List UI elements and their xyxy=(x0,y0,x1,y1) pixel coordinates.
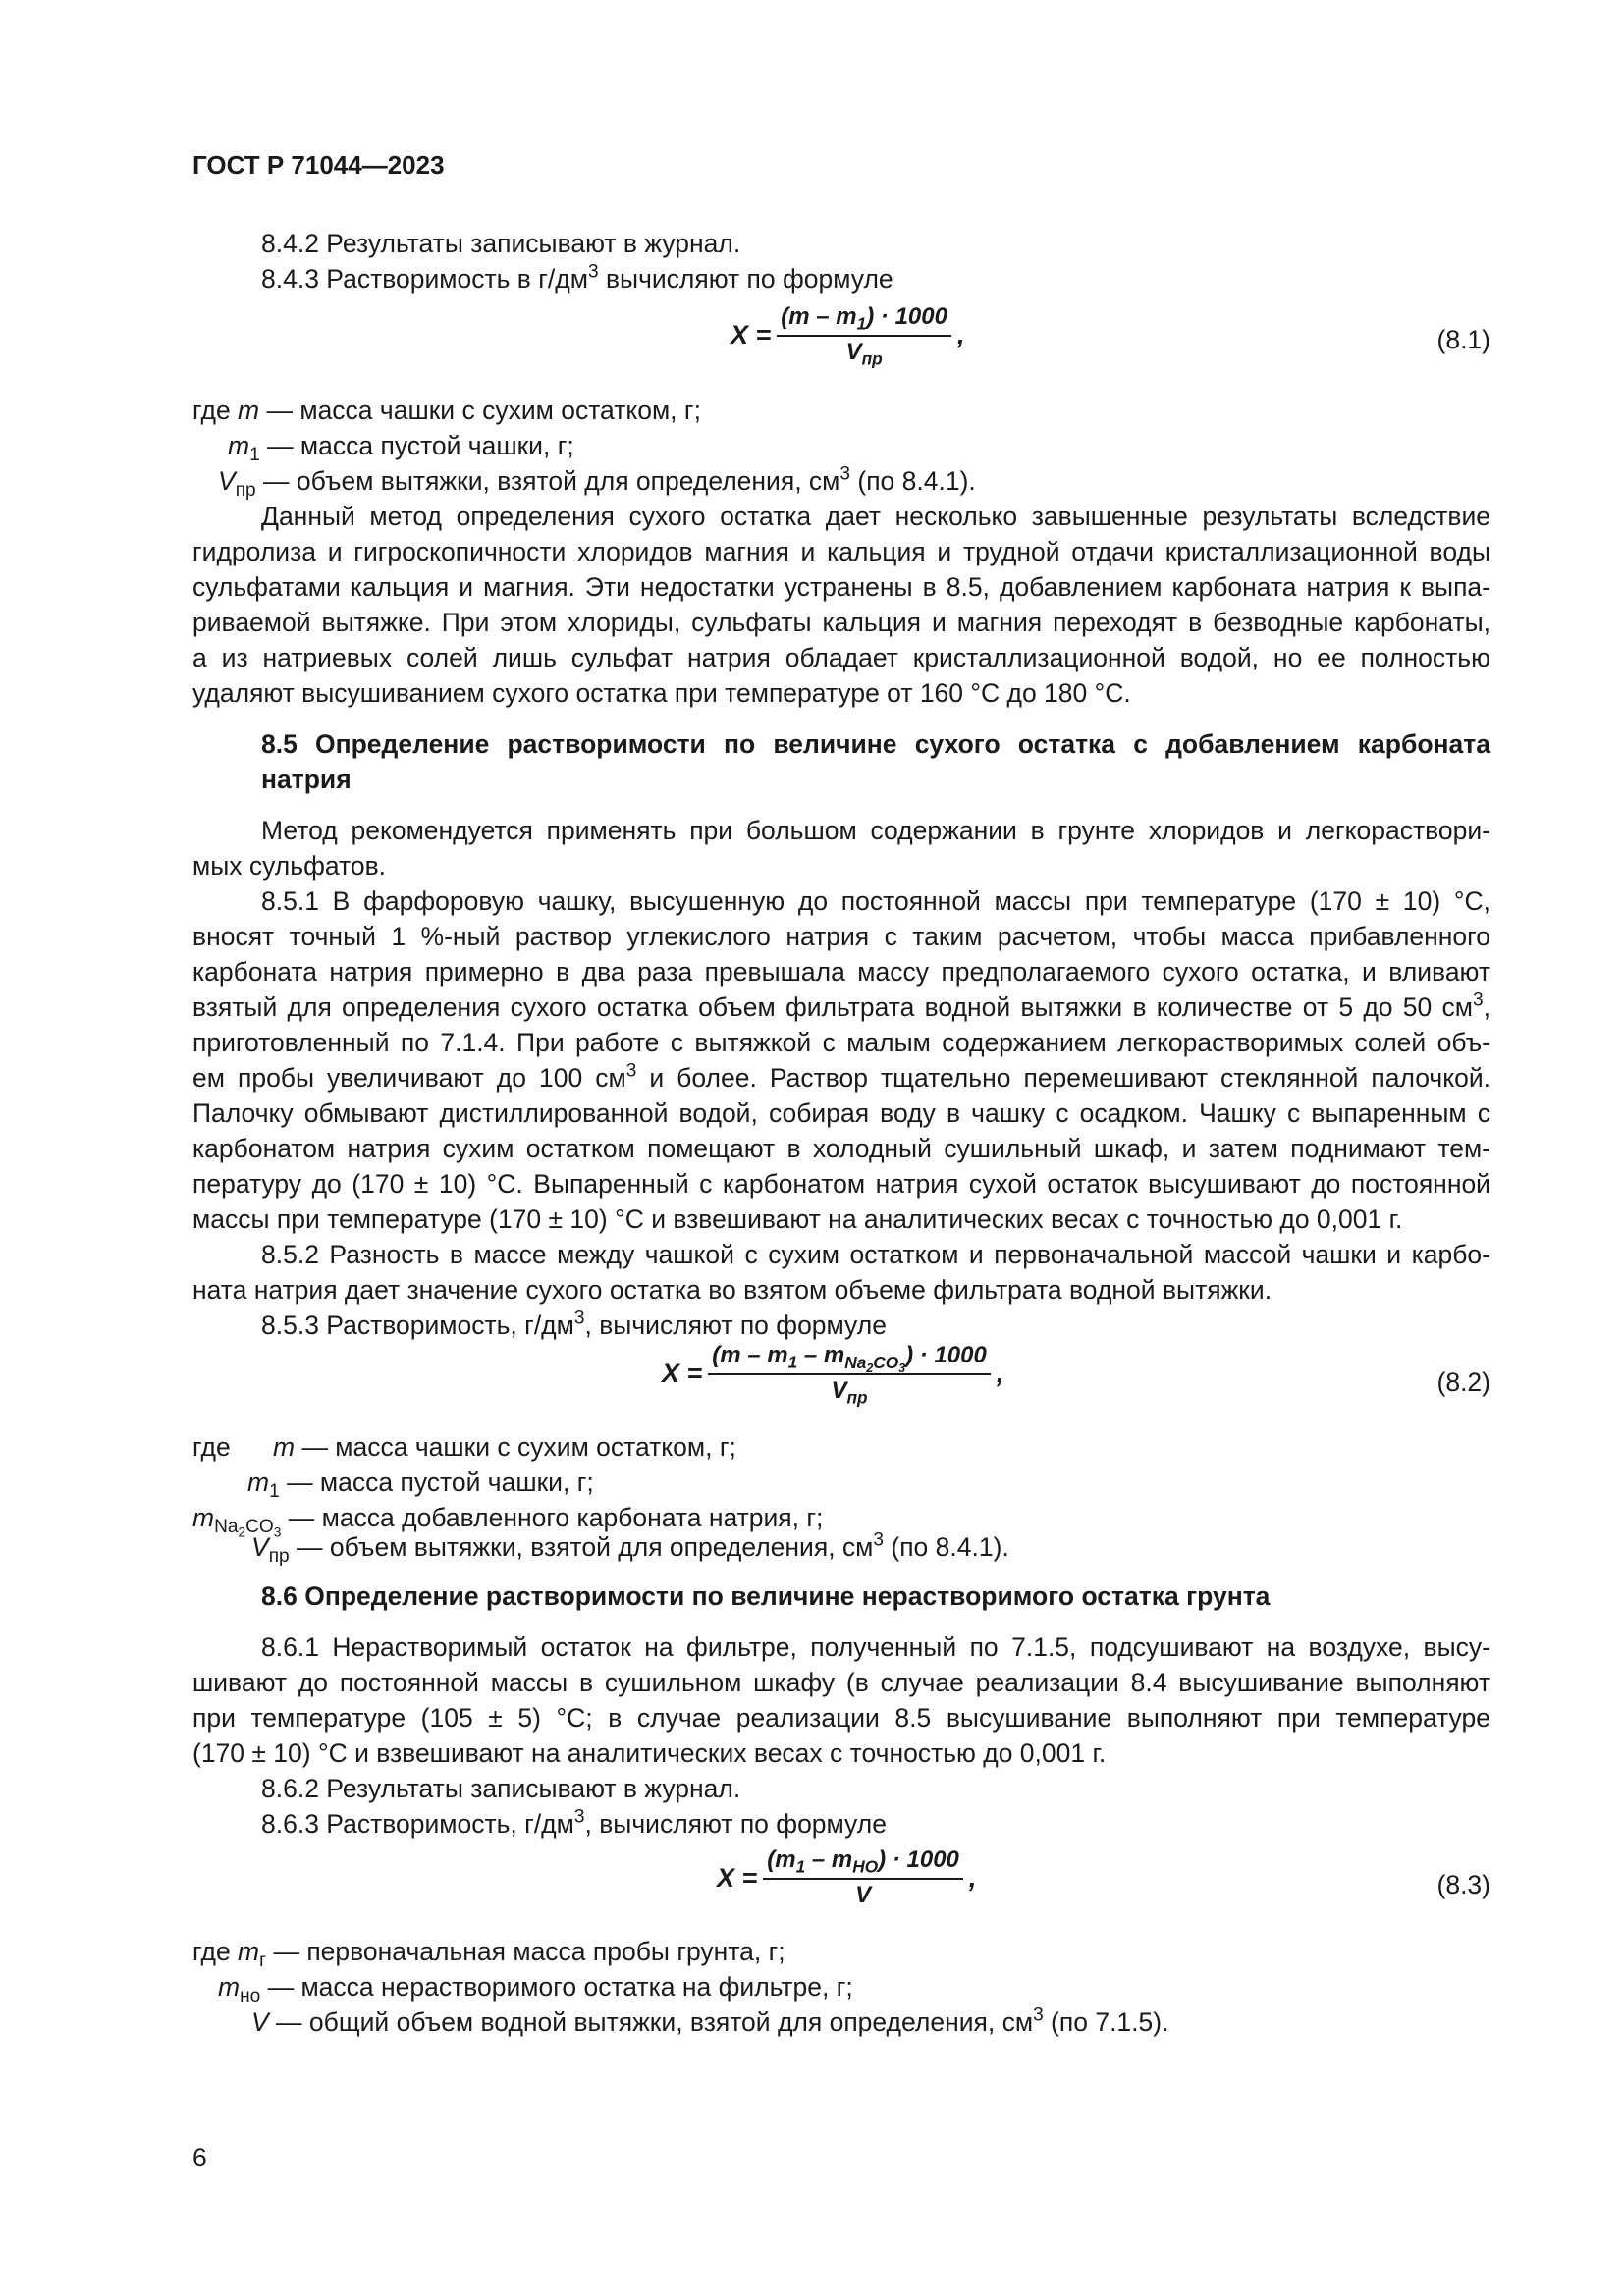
clause-8-5-1-line-4: взятый для определения сухого остатка объем фильтрата водной вытяжки в количестве от 5 до 50 $см^3$, xyxy=(192,989,1490,1022)
definition-vpr-8-2: $V_{пр}$ — объем вытяжки, взятой для определения, $см^3$ (по 8.4.1). xyxy=(251,1529,1009,1568)
equation-number-8-2: (8.2) xyxy=(1436,1367,1490,1397)
definition-v: V — общий объем водной вытяжки, взятой для определения, $см^3$ (по 7.1.5). xyxy=(251,2004,1169,2037)
paragraph-8-5-intro-line-2: мых сульфатов. xyxy=(192,851,387,881)
clause-8-5-1-line-7: Палочку обмывают дистиллированной водой, собирая воду в чашку с осадком. Чашку с выпаренным с xyxy=(192,1098,1490,1128)
clause-8-5-1-line-5: приготовленный по 7.1.4. При работе с вытяжкой с малым содержанием легкорастворимых солей объ- xyxy=(192,1028,1490,1057)
formula-8-3: X = $\frac{(m_1 - m_{НО}) \cdot 1000}{V}$ , xyxy=(717,1846,977,1908)
clause-8-5-1-line-8: карбонатом натрия сухим остатком помещают в холодный сушильный шкаф, и затем поднимают тем- xyxy=(192,1134,1490,1163)
page-number: 6 xyxy=(192,2143,207,2172)
clause-8-5-1-line-3: карбоната натрия примерно в два раза превышала массу предполагаемого сухого остатка, и вливают xyxy=(192,957,1490,987)
clause-8-5-2-line-1: 8.5.2 Разность в массе между чашкой с сухим остатком и первоначальной массой чашки и карбо- xyxy=(261,1240,1490,1269)
heading-8-5-line-2: натрия xyxy=(261,765,352,794)
paragraph-dry-residue-line-3: сульфатами кальция и магния. Эти недостатки устранены в 8.5, добавлением карбоната натрия к выпа- xyxy=(192,572,1490,602)
heading-8-5-line-1: 8.5 Определение растворимости по величине сухого остатка с добавлением карбоната xyxy=(261,729,1490,759)
paragraph-dry-residue-line-4: риваемой вытяжке. При этом хлориды, сульфаты кальция и магния переходят в безводные карбонаты, xyxy=(192,608,1490,637)
clause-8-6-3: 8.6.3 Растворимость, $г/дм^3$, вычисляют по формуле xyxy=(261,1806,887,1839)
heading-8-6: 8.6 Определение растворимости по величине нерастворимого остатка грунта xyxy=(261,1581,1271,1611)
paragraph-dry-residue-line-5: а из натриевых солей лишь сульфат натрия обладает кристаллизационной водой, но ее полностью xyxy=(192,643,1490,672)
clause-8-5-1-line-6: ем пробы увеличивают до 100 $см^3$ и более. Раствор тщательно перемешивают стеклянной палочкой. xyxy=(192,1060,1490,1093)
clause-8-6-1-line-4: (170 ± 10) °С и взвешивают на аналитических весах с точностью до 0,001 г. xyxy=(192,1738,1107,1768)
definition-mg: где $m_г$ — первоначальная масса пробы грунта, г; xyxy=(192,1937,785,1972)
equation-number-8-3: (8.3) xyxy=(1436,1870,1490,1899)
definition-m: где m — масса чашки с сухим остатком, г; xyxy=(192,396,701,425)
clause-8-4-3: 8.4.3 Растворимость в $г/дм^3$ вычисляют по формуле xyxy=(261,261,893,294)
clause-8-6-1-line-3: при температуре (105 ± 5) °С; в случае реализации 8.5 высушивание выполняют при температуре xyxy=(192,1703,1490,1733)
definition-vpr: $V_{пр}$ — объем вытяжки, взятой для определения, $см^3$ (по 8.4.1). xyxy=(218,463,976,502)
clause-8-5-1-line-1: 8.5.1 В фарфоровую чашку, высушенную до постоянной массы при температуре (170 ± 10) °С, xyxy=(261,886,1490,916)
where-label: где xyxy=(192,1432,231,1462)
paragraph-dry-residue-line-6: удаляют высушиванием сухого остатка при температуре от 160 °С до 180 °С. xyxy=(192,678,1131,708)
definition-mna2co3: $m_{Na_2CO_3}$ — масса добавленного карбоната натрия, г; xyxy=(192,1503,824,1540)
paragraph-dry-residue-line-2: гидролиза и гигроскопичности хлоридов магния и кальция и трудной отдачи кристаллизационной воды xyxy=(192,537,1490,566)
paragraph-8-5-intro-line-1: Метод рекомендуется применять при большом содержании в грунте хлоридов и легкораствори- xyxy=(261,816,1490,845)
clause-8-6-1-line-2: шивают до постоянной массы в сушильном шкафу (в случае реализации 8.4 высушивание выполняют xyxy=(192,1668,1490,1697)
definition-m-8-2: m — масса чашки с сухим остатком, г; xyxy=(273,1432,736,1462)
formula-8-1: X = $\frac{(m - m_1) \cdot 1000}{V_{пр}}$ , xyxy=(731,303,965,369)
document-header: ГОСТ Р 71044—2023 xyxy=(192,150,445,180)
formula-8-2: X = $\frac{(m - m_1 - m_{Na_2CO_3}) \cdot 1000}{V_{пр}}$ , xyxy=(662,1342,1004,1408)
clause-8-5-1-line-9: пературу до (170 ± 10) °С. Выпаренный с карбонатом натрия сухой остаток высушивают до постоянной xyxy=(192,1169,1490,1199)
clause-8-5-3: 8.5.3 Растворимость, $г/дм^3$, вычисляют по формуле xyxy=(261,1308,887,1340)
clause-8-4-2: 8.4.2 Результаты записывают в журнал. xyxy=(261,229,741,258)
definition-m1-8-2: $m_1$ — масса пустой чашки, г; xyxy=(247,1468,594,1503)
clause-8-6-2: 8.6.2 Результаты записывают в журнал. xyxy=(261,1774,741,1803)
clause-8-5-1-line-10: массы при температуре (170 ± 10) °С и взвешивают на аналитических весах с точностью до 0,001 г. xyxy=(192,1204,1403,1234)
clause-8-6-1-line-1: 8.6.1 Нерастворимый остаток на фильтре, полученный по 7.1.5, подсушивают на воздухе, высу- xyxy=(261,1632,1490,1662)
paragraph-dry-residue-line-1: Данный метод определения сухого остатка дает несколько завышенные результаты вследствие xyxy=(261,502,1490,531)
definition-mno: $m_{но}$ — масса нерастворимого остатка на фильтре, г; xyxy=(218,1972,853,2007)
equation-number-8-1: (8.1) xyxy=(1436,325,1490,354)
clause-8-5-1-line-2: вносят точный 1 %-ный раствор углекислого натрия с таким расчетом, чтобы масса прибавленного xyxy=(192,922,1490,951)
definition-m1: $m_1$ — масса пустой чашки, г; xyxy=(228,431,574,466)
clause-8-5-2-line-2: ната натрия дает значение сухого остатка во взятом объеме фильтрата водной вытяжки. xyxy=(192,1275,1272,1305)
